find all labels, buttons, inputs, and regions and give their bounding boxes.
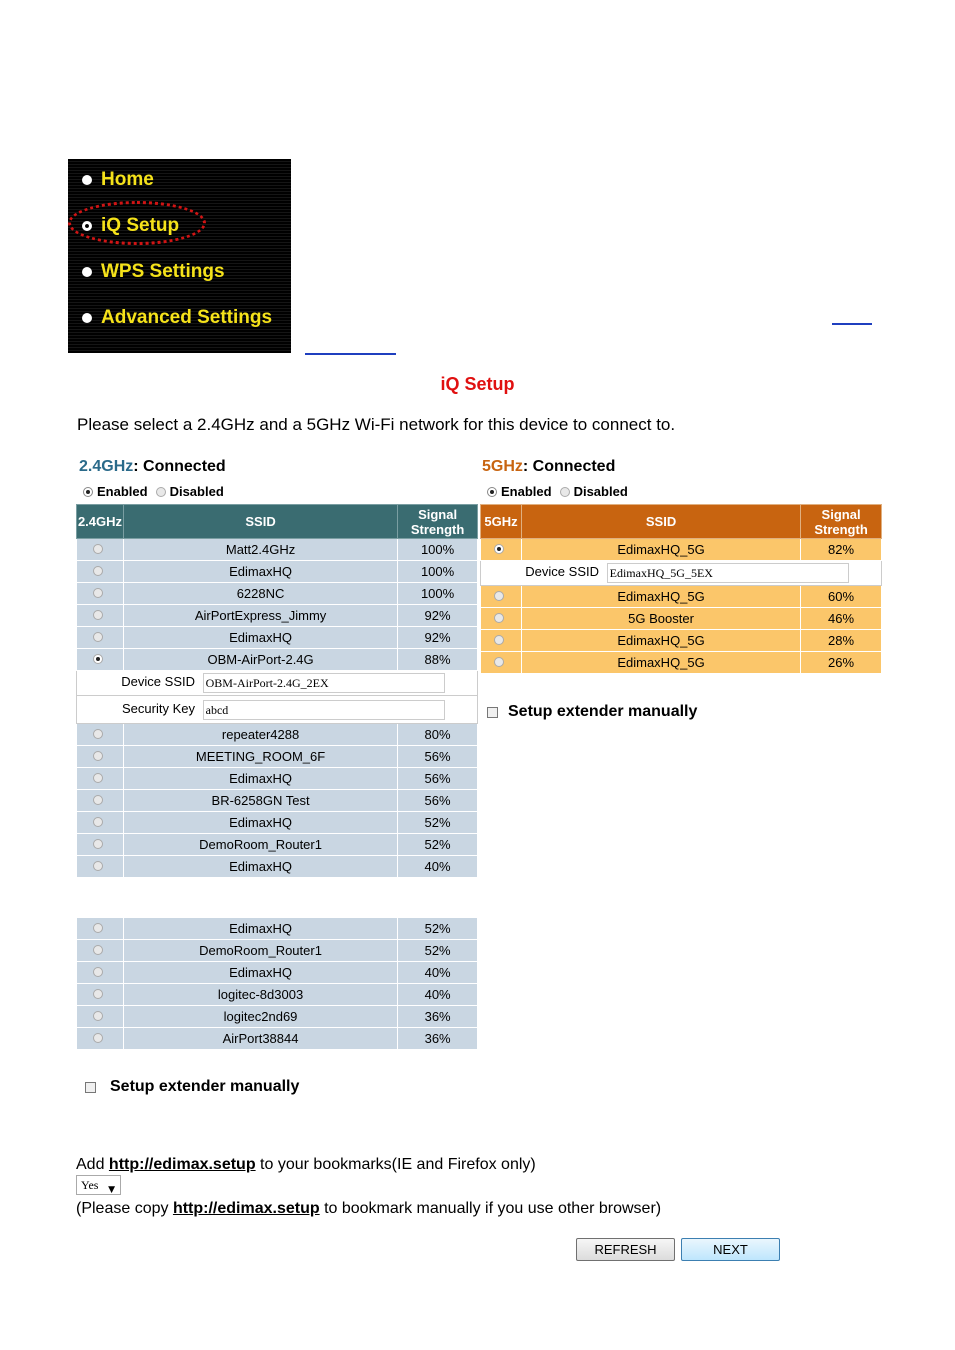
network-radio-cell: [77, 856, 124, 878]
network-ssid: EdimaxHQ_5G: [521, 630, 800, 652]
network-row[interactable]: [77, 856, 478, 878]
network-radio-cell: [77, 768, 124, 790]
bookmark-select[interactable]: [76, 1175, 121, 1195]
network-ssid: OBM-AirPort-2.4G: [123, 649, 397, 671]
network-row[interactable]: [481, 608, 882, 630]
network-ssid: Matt2.4GHz: [123, 539, 397, 561]
network-row[interactable]: [77, 583, 478, 605]
network-ssid: DemoRoom_Router1: [123, 834, 397, 856]
band24-network-table-continued: [76, 917, 478, 1050]
network-row[interactable]: [77, 834, 478, 856]
bookmark-line: [76, 1156, 536, 1174]
network-signal: 88%: [398, 649, 478, 671]
security-key-row: [77, 696, 478, 724]
security-key-input[interactable]: abcd: [203, 700, 445, 720]
network-row[interactable]: [77, 539, 478, 561]
band24-heading: [79, 458, 226, 476]
network-radio-cell: [77, 724, 124, 746]
network-radio[interactable]: [93, 945, 103, 955]
col-ssid: SSID: [123, 505, 397, 539]
device-ssid-input[interactable]: EdimaxHQ_5G_5EX: [607, 563, 849, 583]
network-row[interactable]: [77, 1028, 478, 1050]
network-radio-cell: [481, 539, 522, 561]
network-radio[interactable]: [494, 613, 504, 623]
network-signal: 60%: [801, 586, 882, 608]
band5-status: : Connected: [522, 458, 616, 475]
nav-label: iQ Setup: [101, 215, 180, 236]
network-radio-cell: [481, 586, 522, 608]
network-ssid: logitec2nd69: [123, 1006, 397, 1028]
radio-disabled[interactable]: [560, 487, 570, 497]
select-value: Yes: [81, 1178, 99, 1192]
network-signal: 52%: [398, 812, 478, 834]
network-radio-cell: [77, 539, 124, 561]
device-ssid-label: Device SSID: [121, 674, 195, 690]
nav-label: WPS Settings: [101, 261, 225, 282]
network-radio-cell: [77, 790, 124, 812]
network-ssid: EdimaxHQ_5G: [521, 539, 800, 561]
checkbox[interactable]: [487, 707, 498, 718]
network-ssid: logitec-8d3003: [123, 984, 397, 1006]
page-title: iQ Setup: [440, 374, 515, 394]
network-signal: 26%: [801, 652, 882, 674]
network-row[interactable]: [481, 630, 882, 652]
band24-status: : Connected: [133, 458, 226, 475]
radio-label: Enabled: [501, 484, 552, 499]
bullet-icon: [82, 175, 92, 185]
network-ssid: repeater4288: [123, 724, 397, 746]
network-ssid: EdimaxHQ: [123, 561, 397, 583]
network-signal: 36%: [398, 1028, 478, 1050]
network-radio[interactable]: [93, 751, 103, 761]
radio-label: Enabled: [97, 484, 148, 499]
network-radio-cell: [77, 746, 124, 768]
network-row[interactable]: [77, 962, 478, 984]
device-ssid-label: Device SSID: [525, 564, 599, 580]
band5-name: 5GHz: [482, 458, 523, 475]
network-row[interactable]: [77, 940, 478, 962]
network-radio[interactable]: [93, 795, 103, 805]
network-row[interactable]: [77, 984, 478, 1006]
network-radio-cell: [77, 812, 124, 834]
network-row[interactable]: [77, 790, 478, 812]
network-radio[interactable]: [93, 1011, 103, 1021]
network-signal: 52%: [398, 940, 478, 962]
network-radio[interactable]: [494, 544, 504, 554]
col-signal: Signal Strength: [398, 505, 478, 539]
radio-label: Disabled: [169, 484, 224, 499]
network-signal: 36%: [398, 1006, 478, 1028]
radio-enabled[interactable]: [83, 487, 93, 497]
bookmark-link[interactable]: http://edimax.setup: [108, 1156, 256, 1173]
network-signal: 56%: [398, 790, 478, 812]
network-row[interactable]: [77, 724, 478, 746]
network-radio[interactable]: [93, 861, 103, 871]
network-signal: 40%: [398, 962, 478, 984]
network-radio[interactable]: [93, 817, 103, 827]
refresh-button[interactable]: REFRESH: [576, 1238, 675, 1261]
network-radio-cell: [77, 940, 124, 962]
network-radio[interactable]: [93, 654, 103, 664]
network-signal: 92%: [398, 605, 478, 627]
network-radio-cell: [77, 984, 124, 1006]
network-row[interactable]: [481, 539, 882, 561]
network-signal: 80%: [398, 724, 478, 746]
network-signal: 100%: [398, 561, 478, 583]
network-radio[interactable]: [93, 773, 103, 783]
network-radio[interactable]: [93, 588, 103, 598]
network-radio-cell: [77, 649, 124, 671]
security-key-label: Security Key: [122, 700, 195, 716]
network-row[interactable]: [77, 649, 478, 671]
link-underline: [305, 353, 396, 355]
network-signal: 82%: [801, 539, 882, 561]
bullet-icon: [82, 267, 92, 277]
band24-enable-group: [83, 484, 224, 499]
nav-item-wps-settings[interactable]: [82, 261, 225, 283]
nav-label: Home: [101, 169, 154, 190]
bullet-icon: [82, 313, 92, 323]
nav-item-advanced-settings[interactable]: [82, 307, 272, 329]
network-ssid: EdimaxHQ_5G: [521, 586, 800, 608]
network-radio[interactable]: [93, 566, 103, 576]
network-radio[interactable]: [93, 989, 103, 999]
nav-item-home[interactable]: [82, 169, 154, 191]
text: Add: [76, 1156, 109, 1173]
network-signal: 52%: [398, 834, 478, 856]
network-row[interactable]: [481, 586, 882, 608]
device-ssid-input[interactable]: OBM-AirPort-2.4G_2EX: [203, 673, 445, 693]
network-radio-cell: [77, 627, 124, 649]
network-signal: 92%: [398, 627, 478, 649]
network-radio[interactable]: [93, 1033, 103, 1043]
network-ssid: EdimaxHQ: [123, 918, 397, 940]
network-ssid: 6228NC: [123, 583, 397, 605]
network-row[interactable]: [77, 918, 478, 940]
network-ssid: EdimaxHQ: [123, 812, 397, 834]
network-row[interactable]: [481, 652, 882, 674]
nav-label: Advanced Settings: [101, 307, 273, 328]
band5-heading: [482, 458, 615, 476]
network-radio[interactable]: [93, 967, 103, 977]
network-ssid: 5G Booster: [521, 608, 800, 630]
network-radio[interactable]: [494, 591, 504, 601]
network-radio-cell: [77, 1006, 124, 1028]
network-ssid: MEETING_ROOM_6F: [123, 746, 397, 768]
col-band: 2.4GHz: [77, 505, 124, 539]
checkbox-label: Setup extender manually: [508, 703, 698, 720]
network-radio-cell: [77, 962, 124, 984]
network-ssid: AirPortExpress_Jimmy: [123, 605, 397, 627]
network-radio-cell: [77, 1028, 124, 1050]
network-signal: 40%: [398, 984, 478, 1006]
checkbox-label: Setup extender manually: [110, 1078, 300, 1095]
nav-menu: [68, 159, 291, 353]
network-radio-cell: [481, 608, 522, 630]
network-radio-cell: [77, 918, 124, 940]
network-signal: 46%: [801, 608, 882, 630]
network-ssid: EdimaxHQ: [123, 962, 397, 984]
network-radio-cell: [481, 652, 522, 674]
network-row[interactable]: [77, 627, 478, 649]
radio-disabled[interactable]: [156, 487, 166, 497]
col-band: 5GHz: [481, 505, 522, 539]
band5-network-table: [480, 504, 882, 674]
next-button[interactable]: NEXT: [681, 1238, 780, 1261]
device-ssid-row: [77, 671, 478, 696]
network-radio[interactable]: [93, 729, 103, 739]
radio-label: Disabled: [573, 484, 628, 499]
network-row[interactable]: [77, 605, 478, 627]
band5-enable-group: [487, 484, 628, 499]
network-row[interactable]: [77, 812, 478, 834]
band24-network-table: [76, 504, 478, 878]
network-radio-cell: [77, 561, 124, 583]
network-radio[interactable]: [93, 839, 103, 849]
network-row[interactable]: [77, 768, 478, 790]
bookmark-note: [76, 1200, 661, 1218]
network-radio-cell: [77, 583, 124, 605]
network-radio[interactable]: [93, 923, 103, 933]
network-ssid: BR-6258GN Test: [123, 790, 397, 812]
network-signal: 40%: [398, 856, 478, 878]
link-underline: [832, 323, 872, 325]
network-radio[interactable]: [494, 657, 504, 667]
network-radio[interactable]: [93, 610, 103, 620]
network-signal: 56%: [398, 768, 478, 790]
col-ssid: SSID: [521, 505, 800, 539]
nav-item-iq-setup[interactable]: [82, 215, 179, 237]
radio-enabled[interactable]: [487, 487, 497, 497]
network-ssid: EdimaxHQ_5G: [521, 652, 800, 674]
network-row[interactable]: [77, 1006, 478, 1028]
network-radio[interactable]: [93, 544, 103, 554]
instruction-text: Please select a 2.4GHz and a 5GHz Wi-Fi network for this device to connect to.: [77, 415, 676, 434]
network-signal: 52%: [398, 918, 478, 940]
radio-selected-icon: [82, 221, 92, 231]
network-row[interactable]: [77, 746, 478, 768]
network-signal: 100%: [398, 539, 478, 561]
band24-manual-setup[interactable]: [85, 1078, 299, 1096]
dropdown-arrow-icon: ▼: [108, 1185, 115, 1195]
network-ssid: DemoRoom_Router1: [123, 940, 397, 962]
network-row[interactable]: [77, 561, 478, 583]
network-radio-cell: [77, 605, 124, 627]
text: to bookmark manually if you use other browser): [319, 1200, 662, 1217]
band24-name: 2.4GHz: [79, 458, 134, 475]
network-radio-cell: [77, 834, 124, 856]
network-signal: 28%: [801, 630, 882, 652]
network-radio[interactable]: [93, 632, 103, 642]
text: to your bookmarks(IE and Firefox only): [255, 1156, 536, 1173]
network-ssid: EdimaxHQ: [123, 856, 397, 878]
text: (Please copy: [76, 1200, 173, 1217]
network-ssid: EdimaxHQ: [123, 627, 397, 649]
col-signal: Signal Strength: [801, 505, 882, 539]
network-signal: 100%: [398, 583, 478, 605]
device-ssid-row: [481, 561, 882, 586]
band5-manual-setup[interactable]: [487, 703, 697, 721]
bookmark-link[interactable]: http://edimax.setup: [172, 1200, 320, 1217]
network-signal: 56%: [398, 746, 478, 768]
checkbox[interactable]: [85, 1082, 96, 1093]
network-ssid: EdimaxHQ: [123, 768, 397, 790]
network-radio[interactable]: [494, 635, 504, 645]
network-radio-cell: [481, 630, 522, 652]
network-ssid: AirPort38844: [123, 1028, 397, 1050]
